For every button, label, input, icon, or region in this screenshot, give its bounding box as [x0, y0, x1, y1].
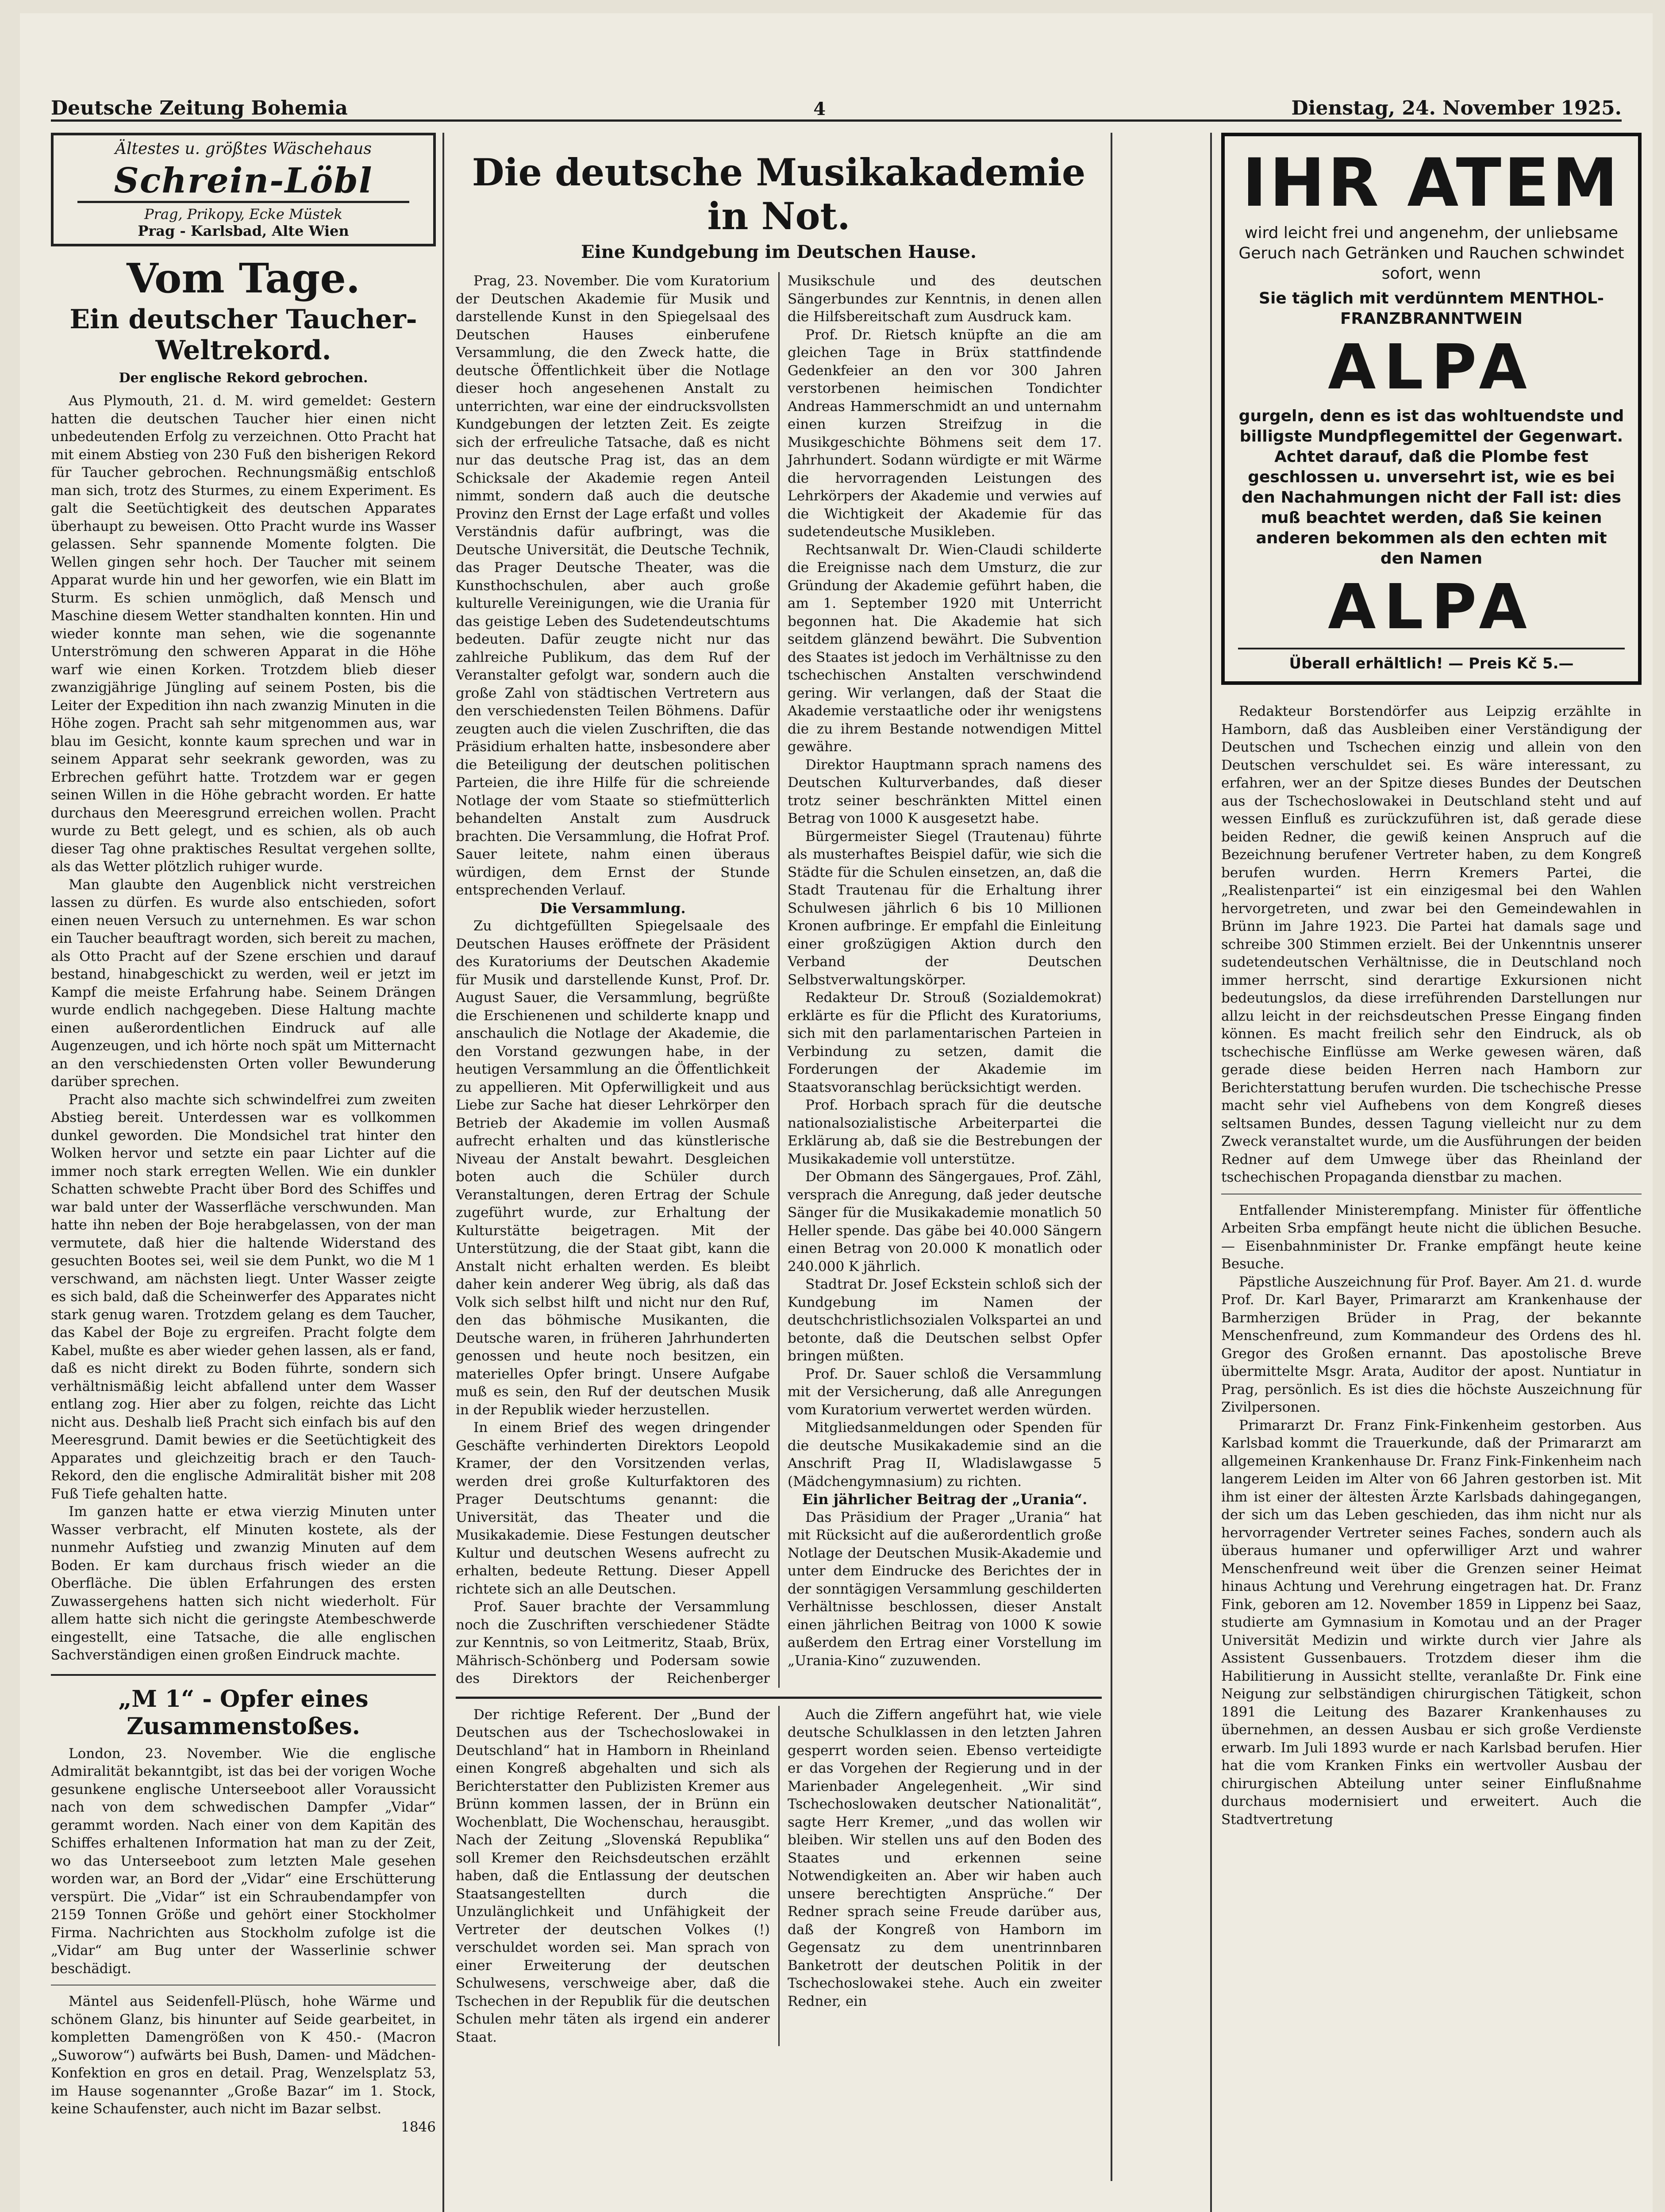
alpa-ad-text: Sie täglich mit verdünntem MENTHOL-FRANZBRANNTWEIN [1259, 289, 1604, 328]
paragraph: Päpstliche Auszeichnung für Prof. Bayer. Am 21. d. wurde Prof. Dr. Karl Bayer, Primararzt am Krankenhause der Barmherzigen Brüder in Prag, der bekannte Menschenfreund, zum Kommandeur des Ordens des hl. Gregor des Großen ernannt. Das apostolische Breve übermittelte Msgr. Arata, Auditor der apost. Nuntiatur in Prag, persönlich. Es ist dies die höchste Auszeichnung für Zivilpersonen. [1221, 1274, 1642, 1415]
paragraph: In einem Brief des wegen dringender Geschäfte verhinderten Direktors Leopold Kramer, der den Vorsitzenden verlas, werden drei große Kulturfaktoren des Prager Deutschtums genannt: die Universität, das Theater und die Musikakademie. Diese Festungen deutscher Kultur und deutschen Wesens aufrecht zu erhalten, bedeute Rettung. Dieser Appell richtete sich an alle Deutschen. [456, 1420, 770, 1597]
subheading: Ein jährlicher Beitrag der „Urania“. [802, 1491, 1088, 1508]
column-divider [442, 133, 444, 2212]
page-header [51, 88, 1622, 122]
firm-ad-branches: Prag - Karlsbad, Alte Wien [138, 223, 349, 239]
paragraph: Im ganzen hatte er etwa vierzig Minuten unter Wasser verbracht, elf Minuten kostete, als der nunmehr Aufstieg und zwanzig Minuten auf dem Boden. Er kam durchaus frisch wieder an die Oberfläche. Die üblen Erfahrungen des ersten Zuwassergehens hatten sich nicht wiederholt. Für allem hatte sich nicht die geringste Atembeschwerde eingestellt, eine Tatsache, die alle englischen Sachverständigen einen großen Eindruck machte. [51, 1504, 436, 1663]
article-body [51, 392, 436, 1664]
secondary-article [456, 1697, 1102, 2047]
article-title: Ein deutscher Taucher-Weltrekord. [69, 304, 417, 366]
paragraph: Rechtsanwalt Dr. Wien-Claudi schilderte die Ereignisse nach dem Umsturz, die zur Gründung der Akademie geführt haben, die am 1. September 1920 mit Unterricht begonnen hat. Die Akademie hat sich seitdem glänzend bewährt. Die Subvention des Staates ist jedoch im Verhältnisse zu den tschechischen Anstalten verschwindend gering. Wir verlangen, daß der Staat die Akademie verstaatliche oder ihr wenigstens die zu ihrem Bestande notwendigen Mittel gewähre. [788, 541, 1102, 755]
right-column [1221, 133, 1642, 2212]
main-article-title: Die deutsche Musikakademie in Not. [472, 150, 1086, 238]
center-column [456, 133, 1102, 2181]
paragraph: Der richtige Referent. Der „Bund der Deutschen aus der Tschechoslowakei in Deutschland“ hat in Hamborn in Rheinland einen Kongreß abgehalten und sich als Berichterstatter den Publizisten Kremer aus Brünn kommen lassen, der in Brünn ein Wochenblatt, Die Wochenschau, herausgibt. Nach der Zeitung „Slovenská Republika“ soll Kremer den Reichsdeutschen erzählt haben, daß die Entlassung der deutschen Staatsangestellten durch die Unzulänglichkeit und Unfähigkeit der Vertreter der deutschen Volkes (!) verschuldet worden sei. Man sprach von einer Erweiterung der deutschen Schulwesens, verschweige aber, daß die Tschechen in der Republik für die deutschen Schulen mehr täten als irgend ein anderer Staat. [456, 1706, 770, 2045]
alpa-ad-text: gurgeln, denn es ist das wohltuendste und billigste Mundpflegemittel der Gegenwart. Achtet darauf, daß die Plombe fest geschlossen u. unversehrt ist, wie es bei den Nachahmungen nicht der Fall ist: dies muß beachtet werden, daß Sie keinen anderen bekommen als den echten mit den Namen [1238, 407, 1624, 568]
main-article-subtitle: Eine Kundgebung im Deutschen Hause. [581, 242, 977, 262]
issue-date: Dienstag, 24. November 1925. [1291, 97, 1622, 119]
column-text [1221, 703, 1642, 1828]
main-article-body [456, 272, 1102, 1688]
paragraph: Prof. Dr. Sauer schloß die Versammlung mit der Versicherung, daß alle Anregungen vom Kuratorium verwertet werden würden. [788, 1366, 1102, 1418]
column-divider [1111, 133, 1112, 2181]
firm-ad-address: Prag, Prikopy, Ecke Müstek [144, 206, 342, 223]
alpa-ad-text: wird leicht frei und angenehm, der unliebsame Geruch nach Getränken und Rauchen schwindet sofort, wenn [1238, 224, 1624, 283]
paragraph: Stadtrat Dr. Josef Eckstein schloß sich der Kundgebung im Namen der deutschchristlichsozialen Volkspartei an und betonte, daß die Deutschen selbst Opfer bringen müßten. [788, 1276, 1102, 1364]
subheading: Die Versammlung. [540, 899, 686, 917]
article-body [51, 1745, 436, 1978]
left-column [51, 133, 436, 2212]
paragraph: Prof. Horbach sprach für die deutsche nationalsozialistische Arbeiterpartei die Erklärung ab, daß sie die Bestrebungen der Musikakademie voll unterstütze. [788, 1097, 1102, 1167]
firm-ad-name: Schrein-Löbl [77, 161, 409, 203]
firm-advertisement [51, 133, 436, 246]
paragraph: Aus Plymouth, 21. d. M. wird gemeldet: Gestern hatten die deutschen Taucher hier einen nicht unbedeutenden Erfolg zu verzeichnen. Otto Pracht hat mit einem Abstieg von 230 Fuß den bisherigen Rekord für Taucher gebrochen. Rechnungsmäßig entschloß man sich, trotz des Sturmes, zu einem Experiment. Es galt die Seetüchtigkeit des deutschen Apparates überhaupt zu beweisen. Otto Pracht wurde ins Wasser gelassen. Sehr spannende Momente folgten. Die Wellen gingen sehr hoch. Der Taucher mit seinem Apparat wurde hin und her geworfen, wie ein Blatt im Sturm. Es schien unmöglich, daß Mensch und Maschine diesem Wetter standhalten konnten. Hin und wieder konnte man sehen, wie die sogenannte Unterströmung den schweren Apparat in die Höhe warf wie einen Korken. Trotzdem blieb dieser zwanzigjährige Jüngling auf seinem Posten, bis die Leiter der Expedition ihn nach zwanzig Minuten in die Höhe zogen. Pracht sah sehr mitgenommen aus, war blau im Gesicht, konnte kaum sprechen und war in seinem Apparat sehr seekrank geworden, was zu Erbrechen geführt hatte. Trotzdem war er gegen seinen Willen in die Höhe gebracht worden. Er hatte durchaus den Meeresgrund erreichen wollen. Pracht wurde zu Bett gelegt, und es schien, als ob auch dieser Tag ohne praktisches Resultat vergehen sollte, als das Wetter plötzlich ruhiger wurde. [51, 393, 436, 875]
article-subtitle: Der englische Rekord gebrochen. [119, 370, 368, 386]
paragraph: Zu dichtgefüllten Spiegelsaale des Deutschen Hauses eröffnete der Präsident des Kuratoriums der Deutschen Akademie für Musik und darstellende Kunst, Prof. Dr. August Sauer, die Versammlung, begrüßte die Erschienenen und schilderte knapp und anschaulich die Notlage der Akademie, die den Vorstand gezwungen habe, in der heutigen Versammlung an die Öffentlichkeit zu appellieren. Mit Opferwilligkeit und aus Liebe zur Sache hat dieser Lehrkörper den Betrieb der Akademie im vollen Ausmaß aufrecht erhalten und das künstlerische Niveau der Anstalt bewahrt. Desgleichen boten auch die Schüler durch Veranstaltungen, deren Ertrag der Schule zugeführt wurde, zur Erhaltung der Kulturstätte beigetragen. Mit der Unterstützung, die der Staat gibt, kann die Anstalt nicht erhalten werden. Es bleibt daher kein anderer Weg übrig, als daß das Volk sich selbst hilft und nicht nur den Ruf, den das böhmische Musikanten, die Deutsche waren, in früheren Jahrhunderten genossen und heute noch besitzen, ein materielles Opfer bringt. Unsere Aufgabe muß es sein, den Ruf der deutschen Musik in der Republik wieder herzustellen. [456, 918, 770, 1418]
alpa-ad-brand: ALPA [1328, 571, 1535, 643]
column-divider [1210, 133, 1212, 2212]
paragraph: Entfallender Ministerempfang. Minister für öffentliche Arbeiten Srba empfängt heute nicht die üblichen Besuche. — Eisenbahnminister Dr. Franke empfängt heute keine Besuche. [1221, 1202, 1642, 1272]
paragraph: Man glaubte den Augenblick nicht verstreichen lassen zu dürfen. Es wurde also entschieden, sofort einen neuen Versuch zu unternehmen. Es war schon ein Taucher beauftragt worden, sich bereit zu machen, als Otto Pracht auf der Szene erschien und darauf bestand, hinabgeschickt zu werden, weil er jetzt im Kampf die meiste Erfahrung habe. Seinem Drängen wurde endlich nachgegeben. Diese Haltung machte einen außerordentlichen Eindruck auf alle Augenzeugen, und ich hörte noch spät um Mitternacht an den verschiedensten Orten voller Bewunderung darüber sprechen. [51, 876, 436, 1090]
newspaper-page [20, 13, 1653, 2212]
paragraph: Pracht also machte sich schwindelfrei zum zweiten Abstieg bereit. Unterdessen war es vollkommen dunkel geworden. Die Mondsichel trat hinter den Wolken hervor und setzte ein paar Lichter auf die immer noch stark erregten Wellen. Wie ein dunkler Schatten schwebte Pracht über Bord des Schiffes und war bald unter der Wasserfläche verschwunden. Man hatte ihn neben der Boje herabgelassen, von der man vermutete, daß hier die haltende Widerstand des gesuchten Bootes sei, weil sie dem Punkt, wo die M 1 verschwand, am nächsten liegt. Unter Wasser zeigte es sich bald, daß die Scheinwerfer des Apparates nicht stark genug waren. Trotzdem gelang es dem Taucher, das Kabel der Boje zu ergreifen. Pracht folgte dem Kabel, mußte es aber wieder gehen lassen, als er fand, daß es nicht direkt zu Boden führte, sondern sich verhältnismäßig leicht abfallend unter dem Wasser entlang zog. Hier aber zu folgen, reichte das Licht nicht aus. Deshalb ließ Pracht sich einfach bis auf den Meeresgrund. Damit bewies er die Seetüchtigkeit des Apparates und gleichzeitig brach er den Tauch-Rekord, den die englische Admiralität bisher mit 208 Fuß Tiefe gehalten hatte. [51, 1091, 436, 1502]
page-number: 4 [813, 99, 826, 119]
alpa-ad-headline: IHR ATEM [1242, 145, 1621, 222]
ad-text: Mäntel aus Seidenfell-Plüsch, hohe Wärme und schönem Glanz, bis hinunter auf Seide gearbeitet, in kompletten Damengrößen von K 450.- (Macron „Suworow“) aufwärts bei Bush, Damen- und Mädchen-Konfektion en gros en detail. Prag, Wenzelsplatz 53, im Hause sogenannter „Große Bazar“ im 1. Stock, keine Schaufenster, auch nicht im Bazar selbst. [51, 1993, 436, 2117]
paragraph: Direktor Hauptmann sprach namens des Deutschen Kulturverbandes, daß dieser trotz seiner beschränkten Mittel einen Betrag von 1000 K ausgesetzt habe. [788, 757, 1102, 826]
paragraph: Bürgermeister Siegel (Trautenau) führte als musterhaftes Beispiel dafür, wie sich die Städte für die Schulen einsetzen, an, daß die Stadt Trautenau für die Erhaltung ihrer Schulwesen jährlich 6 bis 10 Millionen Kronen aufbringe. Er empfahl die Einleitung einer großzügigen Aktion durch den Verband der Deutschen Selbstverwaltungskörper. [788, 828, 1102, 988]
ad-number: 1846 [401, 2119, 436, 2135]
classified-ad [51, 1993, 436, 2136]
paragraph: Primararzt Dr. Franz Fink-Finkenheim gestorben. Aus Karlsbad kommt die Trauerkunde, daß der Primararzt am allgemeinen Krankenhause Dr. Franz Fink-Finkenheim nach langerem Leiden im Alter von 66 Jahren gestorben ist. Mit ihm ist einer der ältesten Ärzte Karlsbads dahingegangen, der sich um das Leben geschieden, das ihm nicht nur als hervorragender Vertreter seines Faches, sondern auch als überaus humaner und opferwilliger Arzt und wahrer Menschenfreund weit über die Grenzen seiner Heimat hinaus Achtung und Verehrung eingetragen hat. Dr. Franz Fink, geboren am 12. November 1859 in Lippenz bei Saaz, studierte am Gymnasium in Komotau und an der Prager Universität Medizin und wirkte durch vier Jahre als Assistent Gussenbauers. Trotzdem dieser ihm die Habilitierung in Aussicht stellte, veranlaßte Dr. Fink eine Neigung zur selbständigen chirurgischen Tätigkeit, schon 1891 die Leitung des Bazarer Krankenhauses zu übernehmen, an dessen Ausbau er sich große Verdienste erwarb. Im Juli 1893 wurde er nach Karlsbad berufen. Hier hat die vom Kranken Finks ein wertvoller Ausbau der chirurgischen Abteilung unter seiner Einflußnahme durchaus modernisiert und erweitert. Auch die Stadtvertretung [1221, 1417, 1642, 1828]
paragraph: London, 23. November. Wie die englische Admiralität bekanntgibt, ist das bei der vorigen Woche gesunkene englische Unterseeboot aller Voraussicht nach von dem schwedischen Dampfer „Vidar“ gerammt worden. Nach einer von dem Kapitän des Schiffes erhaltenen Information hat man zu der Zeit, wo das Unterseeboot zum letzten Male gesehen worden war, an Bord der „Vidar“ eine Erschütterung verspürt. Die „Vidar“ ist ein Schraubendampfer von 2159 Tonnen Größe und gehört einer Stockholmer Firma. Nachrichten aus Stockholm zufolge ist die „Vidar“ am Bug unter der Wasserlinie schwer beschädigt. [51, 1745, 436, 1977]
alpa-advertisement [1221, 133, 1642, 685]
paragraph: Prof. Sauer brachte der Versammlung noch die Zuschriften verschiedener Städte zur Kenntnis, so von Leitmeritz, Staab, Brüx, Mährisch-Schönberg und Podersam sowie des Direktors der Reichenberger Musikschule und des deutschen Sängerbundes zur Kenntnis, in denen allen die Hilfsbereitschaft zum Ausdruck kam. [456, 273, 1102, 1686]
paragraph: Auch die Ziffern angeführt hat, wie viele deutsche Schulklassen in den letzten Jahren gesperrt worden seien. Ebenso verteidigte er das Vorgehen der Regierung und in der Marienbader Angelegenheit. „Wir sind Tschechoslowaken deutscher Nationalität“, sagte Herr Kremer, „und das wollen wir bleiben. Wir stellen uns auf den Boden des Staates und erkennen seine Notwendigkeiten an. Aber wir haben auch unsere berechtigten Ansprüche.“ Der Redner sprach seine Freude darüber aus, daß der Kongreß von Hamborn im Gegensatz zu dem unentrinnbaren Banketrott der deutschen Politik in der Tschechoslowakei stehe. Auch ein zweiter Redner, ein [788, 1706, 1102, 2009]
alpa-ad-brand: ALPA [1328, 331, 1535, 403]
paragraph: Redakteur Dr. Strouß (Sozialdemokrat) erklärte es für die Pflicht des Kuratoriums, sich mit den parlamentarischen Parteien in Verbindung zu setzen, damit die Forderungen der Akademie im Staatsvoranschlag berücksichtigt werden. [788, 990, 1102, 1095]
paragraph: Mitgliedsanmeldungen oder Spenden für die deutsche Musikakademie sind an die Anschrift Prag II, Wladislawgasse 5 (Mädchengymnasium) zu richten. [788, 1420, 1102, 1490]
alpa-ad-footer: Überall erhältlich! — Preis Kč 5.— [1238, 648, 1625, 672]
paragraph: Prag, 23. November. Die vom Kuratorium der Deutschen Akademie für Musik und darstellende Kunst in den Spiegelsaal des Deutschen Hauses einberufene Versammlung, die den Zweck hatte, die deutsche Öffentlichkeit über die Notlage dieser hoch angesehenen Anstalt zu unterrichten, war eine der eindrucksvollsten Kundgebungen der letzten Zeit. Es zeigte sich der erfreuliche Tatsache, daß es nicht nur das deutsche Prag ist, das an dem Schicksale der Akademie regen Anteil nimmt, sondern daß auch die deutsche Provinz den Ernst der Lage erfaßt und volles Verständnis dafür aufbringt, was die Deutsche Universität, die Deutsche Technik, das Prager Deutsche Theater, was die Kunsthochschulen, aber auch große kulturelle Vereinigungen, wie die Urania für das geistige Leben des Sudetendeutschtums bedeuten. Dafür zeugte nicht nur das zahlreiche Publikum, das dem Ruf der Veranstalter gefolgt war, sondern auch die große Zahl von städtischen Vertretern aus den verschiedensten Teilen Böhmens. Dafür zeugten auch die vielen Zuschriften, die das Präsidium erhalten hatte, insbesondere aber die Beteiligung der deutschen politischen Parteien, die ihre Hilfe für die schreiende Notlage der vom Staate so stiefmütterlich behandelten Anstalt zum Ausdruck brachten. Die Versammlung, die Hofrat Prof. Sauer leitete, nahm einen überaus würdigen, dem Ernst der Stunde entsprechenden Verlauf. [456, 273, 770, 898]
paragraph: Redakteur Borstendörfer aus Leipzig erzählte in Hamborn, daß das Ausbleiben einer Verständigung der Deutschen und Tschechen einzig und allein von den Deutschen verschuldet sei. Es wäre interessant, zu erfahren, wer an der Spitze dieses Bundes der Deutschen aus der Tschechoslowakei in Deutschland steht und auf wessen Einfluß es zurückzuführen ist, daß gerade diese beiden Redner, die gewiß keinen Anspruch auf die Bezeichnung berufener Vertreter haben, zu dem Kongreß berufen wurden. Herrn Kremers Partei, die „Realistenpartei“ ist ein einzigesmal bei den Wahlen hervorgetreten, und zwar bei den Gemeindewahlen in Brünn im Jahre 1923. Die Partei hat damals sage und schreibe 300 Stimmen erzielt. Bei der Unkenntnis unserer sudetendeutschen Verhältnisse, die in Deutschland noch immer herrscht, sind derartige Exkursionen nicht bedeutungslos, da diese irreführenden Darstellungen nur allzu leicht in der reichsdeutschen Presse Eingang finden können. Es macht freilich sehr den Eindruck, als ob tschechische Einflüsse am Werke gewesen wären, daß gerade diese beiden Herren nach Hamborn zur Berichterstattung berufen wurden. Die tschechische Presse macht sehr viel Aufhebens von dem Kongreß dieses seltsamen Bundes, dessen Tagung vielleicht nur zu dem Zweck veranstaltet wurde, um die Ausführungen der beiden Redner auf dem Umwege über das Rheinland der tschechischen Propaganda dienstbar zu machen. [1221, 703, 1642, 1185]
article-title: „M 1“ - Opfer eines Zusammenstoßes. [118, 1685, 369, 1740]
paragraph: Das Präsidium der Prager „Urania“ hat mit Rücksicht auf die außerordentlich große Notlage der Deutschen Musik-Akademie und unter dem Eindrucke des Berichtes der in der sonntägigen Versammlung geschilderten Verhältnisse beschlossen, dieser Anstalt einen jährlichen Beitrag von 1000 K sowie außerdem den Ertrag einer Vorstellung im „Urania-Kino“ zuzuwenden. [788, 1509, 1102, 1669]
paragraph: Der Obmann des Sängergaues, Prof. Zähl, versprach die Anregung, daß jeder deutsche Sänger für die Musikakademie monatlich 50 Heller spende. Das gäbe bei 40.000 Sängern einen Betrag von 20.000 K monatlich oder 240.000 K jährlich. [788, 1169, 1102, 1275]
article-separator [51, 1674, 436, 1676]
paragraph: Prof. Dr. Rietsch knüpfte an die am gleichen Tage in Brüx stattfindende Gedenkfeier an den vor 300 Jahren verstorbenen heimischen Tondichter Andreas Hammerschmidt an und unternahm einen kurzen Streifzug in die Musikgeschichte Böhmens seit dem 17. Jahrhundert. Sodann würdigte er mit Wärme die hervorragenden Leistungen des Lehrkörpers der Akademie und verwies auf die Wichtigkeit der Akademie für das sudetendeutsche Musikleben. [788, 326, 1102, 540]
firm-ad-tagline: Ältestes u. größtes Wäschehaus [115, 140, 372, 158]
newspaper-name: Deutsche Zeitung Bohemia [51, 97, 348, 119]
section-title: Vom Tage. [127, 254, 360, 302]
